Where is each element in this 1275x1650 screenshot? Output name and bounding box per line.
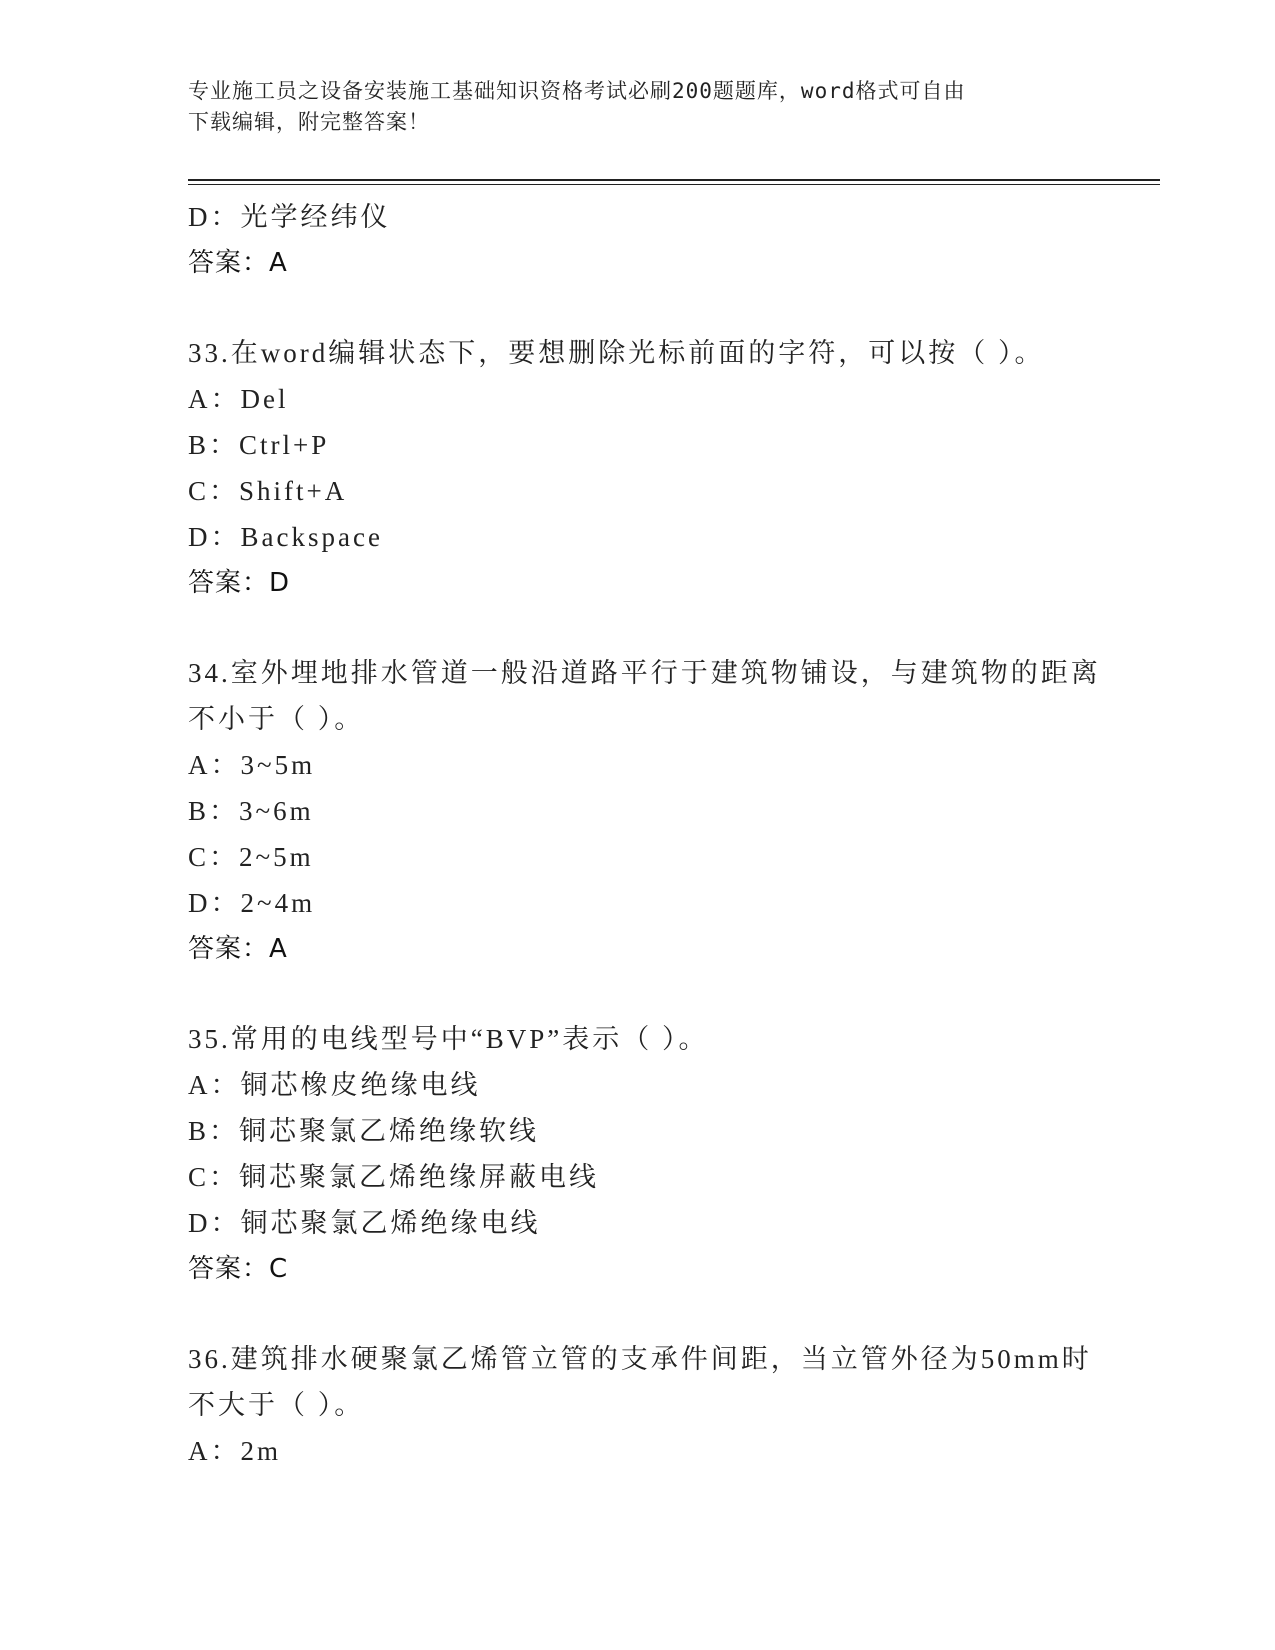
document-header: [188, 76, 1068, 138]
question-33: [188, 330, 1088, 606]
spacer: [188, 1292, 1088, 1336]
question-stem: 34.室外埋地排水管道一般沿道路平行于建筑物铺设，与建筑物的距离: [188, 658, 1101, 688]
option-a: A：2m: [188, 1436, 281, 1466]
header-rule-thick: [188, 179, 1160, 181]
answer-line: 答案：C: [188, 1254, 289, 1284]
answer-line: 答案：A: [188, 934, 288, 964]
spacer: [188, 972, 1088, 1016]
option-a: A：3~5m: [188, 750, 316, 780]
option-b: B：铜芯聚氯乙烯绝缘软线: [188, 1116, 540, 1146]
option-c: C：Shift+A: [188, 476, 348, 506]
header-line-1: 专业施工员之设备安装施工基础知识资格考试必刷200题题库，word格式可自由: [188, 79, 966, 103]
question-stem: 35.常用的电线型号中“BVP”表示（ ）。: [188, 1024, 709, 1054]
question-stem: 36.建筑排水硬聚氯乙烯管立管的支承件间距，当立管外径为50mm时: [188, 1344, 1092, 1374]
question-list: [188, 194, 1101, 1474]
question-36: [188, 1336, 1092, 1474]
option-d: D：铜芯聚氯乙烯绝缘电线: [188, 1208, 541, 1238]
answer-line: 答案：D: [188, 568, 291, 598]
spacer: [188, 606, 1088, 650]
option-c: C：2~5m: [188, 842, 314, 872]
header-rule-thin: [188, 184, 1160, 185]
question-stem-continued: 不小于（ ）。: [188, 704, 365, 734]
option-b: B：3~6m: [188, 796, 314, 826]
option-d: D：Backspace: [188, 522, 383, 552]
question-stem: 33.在word编辑状态下，要想删除光标前面的字符，可以按（ ）。: [188, 338, 1045, 368]
option-a: A：Del: [188, 384, 289, 414]
option-b: B：Ctrl+P: [188, 430, 330, 460]
option-a: A：铜芯橡皮绝缘电线: [188, 1070, 481, 1100]
header-line-2: 下载编辑，附完整答案！: [188, 110, 430, 134]
option-c: C：铜芯聚氯乙烯绝缘屏蔽电线: [188, 1162, 600, 1192]
option-d: D：2~4m: [188, 888, 316, 918]
question-stem-continued: 不大于（ ）。: [188, 1390, 365, 1420]
question-34: [188, 650, 1101, 972]
answer-line: 答案：A: [188, 248, 288, 278]
option-d: D：光学经纬仪: [188, 202, 391, 232]
question-35: [188, 1016, 1088, 1292]
previous-question-tail: [188, 194, 1088, 286]
spacer: [188, 286, 1088, 330]
